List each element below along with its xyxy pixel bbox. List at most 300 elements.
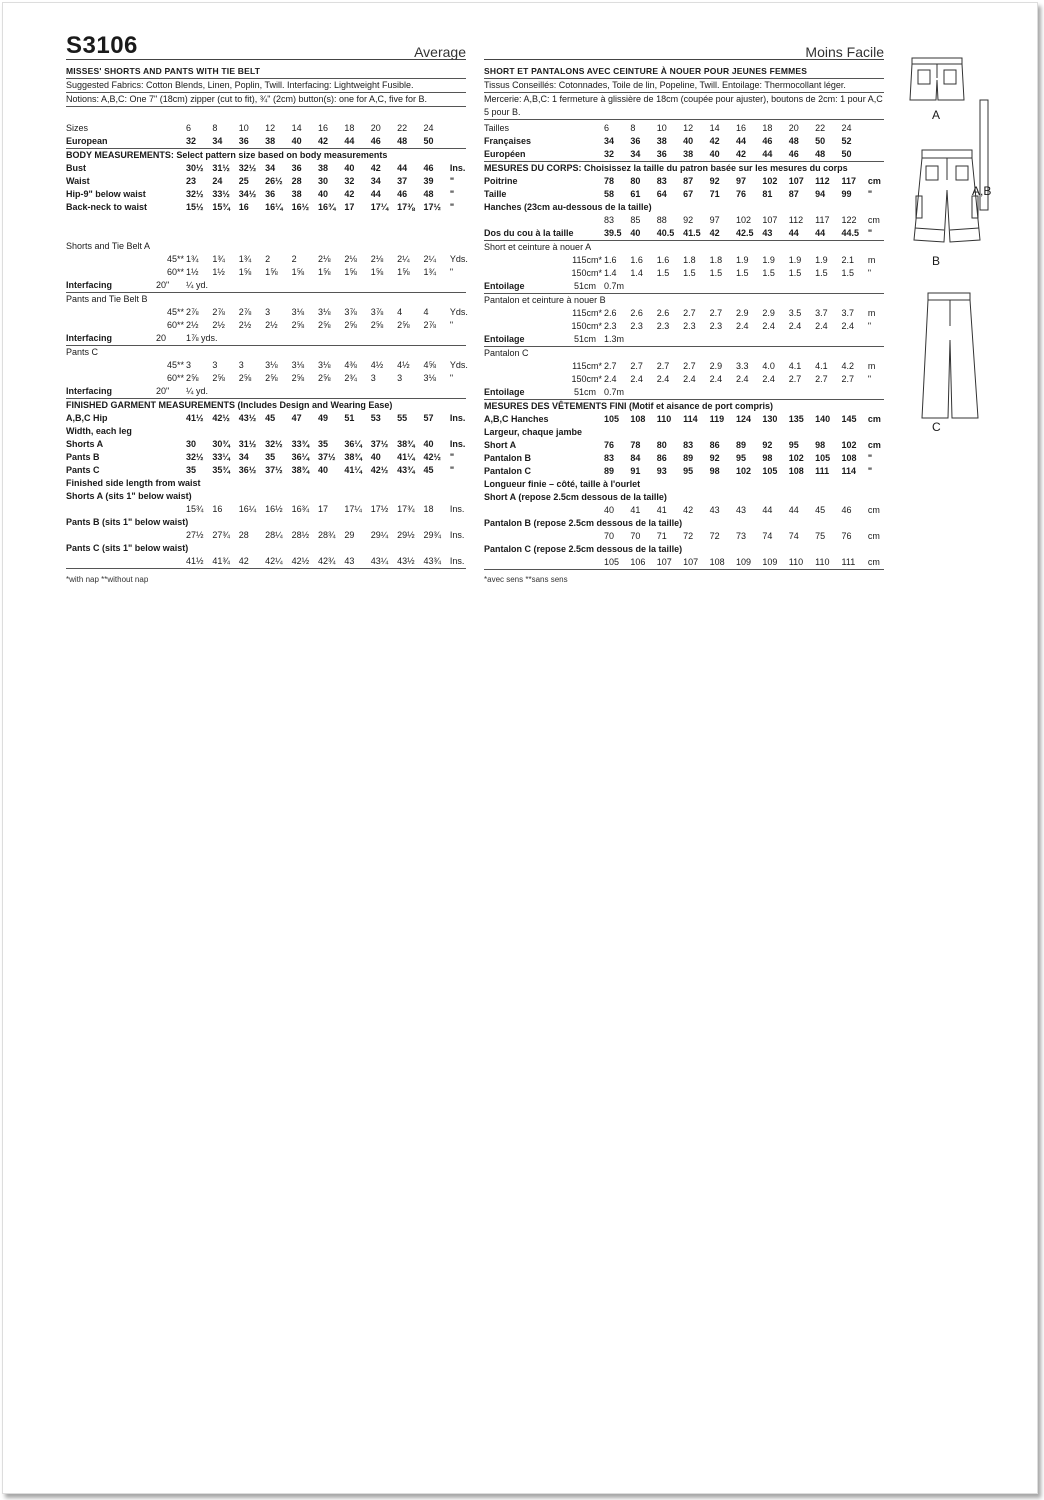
row-label: Finished side length from waist — [66, 478, 201, 488]
cell-value: 43½ — [397, 556, 415, 566]
cell-value: 48 — [788, 136, 799, 146]
cell-value: 87 — [788, 189, 799, 199]
cell-value: 42½ — [291, 556, 310, 566]
row-label: A,B,C Hanches — [484, 414, 549, 424]
cell-value: 38¾ — [291, 465, 310, 475]
cell-value: 17½ — [370, 504, 389, 514]
cell-value: 36 — [265, 189, 276, 199]
cell-value: 38¾ — [344, 452, 362, 462]
cell-value: 2.4 — [788, 321, 802, 331]
cell-value: 40 — [630, 228, 641, 238]
cell-value: 29¾ — [423, 530, 442, 540]
cell-value: 2⅞ — [212, 307, 225, 317]
side-row-label — [484, 517, 884, 530]
cell-value: 4 — [423, 307, 429, 317]
cell-value: 86 — [709, 440, 720, 450]
cell-value: 30 — [186, 439, 197, 449]
cell-value: 36 — [630, 136, 641, 146]
cell-value: 48 — [815, 149, 826, 159]
row-label: Entoilage — [484, 334, 525, 344]
cell-value: 20 — [788, 123, 799, 133]
cell-value: 94 — [815, 189, 826, 199]
interfacing-width: 20" — [156, 386, 170, 396]
interfacing-amount: 1⅞ yds. — [186, 333, 218, 343]
row-unit: " — [449, 320, 454, 330]
cell-value: 1.9 — [815, 255, 828, 265]
cell-value: 47 — [291, 413, 302, 423]
cell-value: 39 — [423, 176, 434, 186]
cell-value: 33¾ — [291, 439, 310, 449]
row-label — [484, 214, 604, 227]
cell-value: 1¾ — [212, 254, 225, 264]
side-row-label — [66, 542, 466, 555]
cell-value: 38 — [656, 136, 667, 146]
cell-value: 2½ — [212, 320, 225, 330]
row-label: 150cm* — [571, 374, 602, 384]
cell-value: 92 — [683, 215, 694, 225]
cell-value: 2.4 — [656, 374, 670, 384]
cell-value: 102 — [735, 466, 751, 476]
row-unit: cm — [867, 440, 881, 450]
side-row-label — [484, 543, 884, 556]
cell-value: 2½ — [238, 320, 252, 330]
body-measurements-title — [66, 149, 466, 162]
cell-value: 88 — [656, 215, 667, 225]
row-label: Bust — [66, 163, 86, 173]
cell-value: 93 — [656, 466, 667, 476]
cell-value: 71 — [656, 531, 667, 541]
cell-value: 20 — [370, 123, 381, 133]
cell-value: 42 — [683, 505, 694, 515]
cell-value: 17½ — [423, 202, 442, 212]
cell-value: 38 — [683, 149, 694, 159]
row-label: Dos du cou à la taille — [484, 228, 574, 238]
side-row — [66, 555, 466, 568]
cell-value: 38 — [291, 189, 302, 199]
row-label: Pantalon C — [484, 348, 529, 358]
notions: Notions: A,B,C: One 7" (18cm) zipper (cut to fit), ¾" (2cm) button(s): one for A,C, five for B. — [66, 94, 428, 104]
cell-value: 107 — [656, 557, 672, 567]
cell-value: 46 — [397, 189, 408, 199]
cell-value: 75 — [815, 531, 826, 541]
cell-value: 16 — [238, 202, 249, 212]
interfacing-width: 20" — [156, 280, 170, 290]
interfacing-width: 20 — [156, 333, 167, 343]
cell-value: 28 — [291, 176, 302, 186]
width-row — [66, 464, 466, 477]
row-unit: " — [449, 267, 454, 277]
cell-value: 86 — [656, 453, 667, 463]
cell-value: 42 — [709, 228, 720, 238]
cell-value: 42¾ — [317, 556, 336, 566]
row-label: Sizes — [66, 123, 89, 133]
cell-value: 51 — [344, 413, 355, 423]
yardage-view-label — [484, 347, 884, 360]
finished-measurements-title — [484, 400, 884, 413]
row-label: Pants and Tie Belt B — [66, 294, 148, 304]
cell-value: 42.5 — [735, 228, 754, 238]
description-block-fr — [484, 65, 884, 120]
row-label — [484, 530, 604, 543]
row-unit: " — [449, 176, 455, 186]
cell-value: 2¼ — [397, 254, 410, 264]
cell-value: 24 — [423, 123, 434, 133]
cell-value: 108 — [630, 414, 646, 424]
cell-value: 2.7 — [709, 308, 723, 318]
cell-value: 2½ — [186, 320, 199, 330]
row-unit: Yds. — [449, 254, 468, 264]
row-label: 45** — [166, 360, 184, 370]
cell-value: 32 — [604, 149, 615, 159]
cell-value: 46 — [762, 136, 773, 146]
cell-value: 43 — [735, 505, 746, 515]
cell-value: 95 — [735, 453, 746, 463]
cell-value: 1.5 — [735, 268, 749, 278]
cell-value: 32½ — [265, 439, 283, 449]
body-row — [66, 175, 466, 188]
cell-value: 40 — [370, 452, 381, 462]
cell-value: 16 — [317, 123, 328, 133]
row-label: Européen — [484, 149, 526, 159]
row-label: Interfacing — [66, 280, 113, 290]
cell-value: 48 — [423, 189, 434, 199]
cell-value: 124 — [735, 414, 751, 424]
cell-value: 2¾ — [344, 373, 357, 383]
cell-value: 16¾ — [291, 504, 310, 514]
cell-value: 140 — [815, 414, 831, 424]
cell-value: 102 — [762, 176, 778, 186]
cell-value: 57 — [423, 413, 434, 423]
interfacing-width: 51cm — [574, 387, 597, 397]
cell-value: 41 — [656, 505, 667, 515]
cell-value: 32 — [186, 136, 197, 146]
row-label: 115cm* — [572, 255, 602, 265]
cell-value: 16 — [735, 123, 746, 133]
cell-value: 26½ — [265, 176, 283, 186]
cell-value: 16¼ — [265, 202, 283, 212]
notions-fr: Mercerie: A,B,C: 1 fermeture à glissière de 18cm (coupée pour ajuster), boutons de 2cm: 1 pour A,C 5 pour B. — [484, 94, 883, 117]
cell-value: 78 — [604, 176, 615, 186]
cell-value: 83 — [604, 215, 615, 225]
cell-value: 97 — [735, 176, 746, 186]
cell-value: 105 — [815, 453, 831, 463]
cell-value: 114 — [841, 466, 857, 476]
cell-value: 42 — [370, 163, 381, 173]
cell-value: 41½ — [186, 413, 204, 423]
row-unit: cm — [867, 531, 880, 541]
row-label: 60** — [166, 373, 184, 383]
yardage-view-label — [484, 294, 884, 307]
view-a-label: A — [932, 108, 941, 122]
size-table — [66, 122, 466, 569]
cell-value: 3 — [238, 360, 244, 370]
cell-value: 110 — [815, 557, 830, 567]
cell-value: 3 — [265, 307, 271, 317]
row-label: Pantalon B — [484, 453, 532, 463]
cell-value: 3 — [212, 360, 218, 370]
cell-value: 81 — [762, 189, 773, 199]
cell-value: 34 — [212, 136, 223, 146]
cell-value: 3⅛ — [423, 373, 437, 383]
cell-value: 2.3 — [683, 321, 696, 331]
row-label — [484, 504, 604, 517]
cell-value: 16½ — [265, 504, 283, 514]
cell-value: 34½ — [238, 189, 257, 199]
cell-value: 1.4 — [630, 268, 643, 278]
cell-value: 89 — [735, 440, 746, 450]
cell-value: 44 — [370, 189, 381, 199]
width-row — [66, 438, 466, 451]
cell-value: 111 — [815, 466, 830, 476]
interfacing-width: 51cm — [574, 334, 597, 344]
cell-value: 1.4 — [604, 268, 617, 278]
cell-value: 41¼ — [344, 465, 362, 475]
row-label: FINISHED GARMENT MEASUREMENTS (Includes Design and Wearing Ease) — [66, 400, 393, 410]
cell-value: 2⅝ — [212, 373, 225, 383]
cell-value: 50 — [841, 149, 852, 159]
cell-value: 117 — [815, 215, 830, 225]
cell-value: 46 — [423, 163, 434, 173]
row-unit: " — [867, 321, 872, 331]
cell-value: 1.6 — [604, 255, 617, 265]
cell-value: 3.7 — [841, 308, 855, 318]
cell-value: 44 — [397, 163, 408, 173]
hanches-label — [484, 201, 884, 214]
sizes-row — [66, 122, 466, 135]
cell-value: 43½ — [238, 413, 257, 423]
yardage-row — [484, 267, 884, 280]
cell-value: 1⅝ — [344, 267, 357, 277]
side-row-label — [66, 490, 466, 503]
finished-hip-row — [66, 412, 466, 425]
difficulty-level: Average — [414, 44, 466, 60]
cell-value: 15¾ — [212, 202, 230, 212]
row-label: Pantalon et ceinture à nouer B — [484, 295, 606, 305]
row-unit: Ins. — [449, 530, 465, 540]
cell-value: 2.6 — [656, 308, 670, 318]
cell-value: 42 — [344, 189, 355, 199]
cell-value: 3.7 — [815, 308, 828, 318]
row-label: Pants C — [66, 465, 100, 475]
cell-value: 1.5 — [815, 268, 828, 278]
cell-value: 4 — [397, 307, 403, 317]
cell-value: 41 — [630, 505, 641, 515]
cell-value: 44 — [788, 228, 799, 238]
cell-value: 40 — [709, 149, 720, 159]
cell-value: 4⅜ — [344, 360, 357, 370]
cell-value: 3 — [186, 360, 192, 370]
cell-value: 44 — [815, 228, 826, 238]
row-label: Poitrine — [484, 176, 518, 186]
cell-value: 42 — [709, 136, 720, 146]
cell-value: 6 — [186, 123, 192, 133]
cell-value: 106 — [630, 557, 646, 567]
cell-value: 1⅝ — [265, 267, 278, 277]
cell-value: 43¾ — [423, 556, 442, 566]
cell-value: 2.3 — [709, 321, 723, 331]
cell-value: 40 — [291, 136, 302, 146]
cell-value: 1⅝ — [238, 267, 252, 277]
row-label: BODY MEASUREMENTS: Select pattern size based on body measurements — [66, 150, 388, 160]
row-unit: Ins. — [449, 504, 465, 514]
hanches-row — [484, 214, 884, 227]
cell-value: 2⅝ — [291, 320, 305, 330]
cell-value: 34 — [370, 176, 381, 186]
cell-value: 105 — [604, 557, 620, 567]
cell-value: 61 — [630, 189, 641, 199]
side-row — [66, 503, 466, 516]
row-label: Taille — [484, 189, 507, 199]
cell-value: 2⅝ — [291, 373, 305, 383]
cell-value: 2.4 — [735, 321, 749, 331]
row-label: Short A (repose 2.5cm dessous de la taille) — [484, 492, 667, 502]
width-row — [484, 465, 884, 478]
cell-value: 39.5 — [604, 228, 622, 238]
cell-value: 27¾ — [212, 530, 230, 540]
cell-value: 2.4 — [841, 321, 855, 331]
cell-value: 2⅝ — [265, 373, 278, 383]
side-length-label — [66, 477, 466, 490]
cell-value: 99 — [841, 189, 852, 199]
row-label: Entoilage — [484, 387, 525, 397]
cell-value: 22 — [815, 123, 826, 133]
cell-value: 3⅛ — [265, 360, 278, 370]
cell-value: 37½ — [370, 439, 389, 449]
cell-value: 2 — [291, 254, 297, 264]
cell-value: 44 — [788, 505, 799, 515]
cell-value: 2.4 — [735, 374, 749, 384]
header-divider — [66, 59, 466, 60]
cell-value: 40 — [683, 136, 694, 146]
pattern-title: MISSES' SHORTS AND PANTS WITH TIE BELT — [66, 66, 261, 76]
side-row — [484, 530, 884, 543]
cell-value: 28½ — [291, 530, 310, 540]
cell-value: 44 — [344, 136, 355, 146]
cell-value: 78 — [630, 440, 641, 450]
cell-value: 28¼ — [265, 530, 283, 540]
row-unit: cm — [867, 176, 881, 186]
row-label: 115cm* — [572, 361, 602, 371]
cell-value: 42 — [317, 136, 328, 146]
cell-value: 40 — [317, 189, 328, 199]
cell-value: 55 — [397, 413, 408, 423]
row-label: 150cm* — [571, 321, 602, 331]
row-unit: Ins. — [449, 439, 466, 449]
cell-value: 36¼ — [291, 452, 310, 462]
cell-value: 43 — [344, 556, 355, 566]
cell-value: 70 — [630, 531, 641, 541]
cell-value: 95 — [683, 466, 694, 476]
view-b-pants-drawing — [914, 150, 980, 242]
cell-value: 2.7 — [656, 361, 670, 371]
difficulty-level-fr: Moins Facile — [805, 44, 884, 60]
cell-value: 17⅜ — [397, 202, 415, 212]
cell-value: 37½ — [265, 465, 283, 475]
cell-value: 45 — [815, 505, 826, 515]
cell-value: 98 — [815, 440, 826, 450]
cell-value: 28¾ — [317, 530, 336, 540]
row-label: Entoilage — [484, 281, 525, 291]
cell-value: 38 — [265, 136, 276, 146]
cell-value: 2.7 — [604, 361, 617, 371]
cell-value: 4⅝ — [423, 360, 437, 370]
cell-value: 3.3 — [735, 361, 749, 371]
cell-value: 76 — [735, 189, 746, 199]
cell-value: 29 — [344, 530, 355, 540]
cell-value: 76 — [604, 440, 615, 450]
cell-value: 2.4 — [630, 374, 643, 384]
cell-value: 17¼ — [370, 202, 389, 212]
cell-value: 1.8 — [709, 255, 723, 265]
cell-value: 33½ — [212, 189, 230, 199]
cell-value: 8 — [212, 123, 218, 133]
cell-value: 2.3 — [604, 321, 617, 331]
cell-value: 105 — [604, 414, 620, 424]
cell-value: 36 — [291, 163, 302, 173]
row-label — [66, 529, 186, 542]
francaises-row — [484, 135, 884, 148]
cell-value: 46 — [370, 136, 381, 146]
footnote-fr: *avec sens **sans sens — [484, 575, 568, 584]
row-label: 45** — [166, 307, 184, 317]
row-unit: Yds. — [449, 360, 468, 370]
cell-value: 87 — [683, 176, 694, 186]
cell-value: 35 — [265, 452, 276, 462]
cell-value: 44 — [762, 149, 773, 159]
yardage-view-label — [66, 293, 466, 306]
cell-value: 14 — [291, 123, 302, 133]
cell-value: 34 — [265, 163, 276, 173]
row-unit: cm — [867, 557, 880, 567]
cell-value: 42 — [735, 149, 746, 159]
cell-value: 36¼ — [344, 439, 362, 449]
row-label — [66, 555, 186, 568]
cell-value: 2.4 — [709, 374, 723, 384]
row-unit: " — [449, 452, 455, 462]
cell-value: 45 — [265, 413, 276, 423]
cell-value: 2.6 — [630, 308, 643, 318]
row-unit: Ins. — [449, 413, 466, 423]
interfacing-row — [484, 333, 884, 346]
yardage-view-label — [66, 240, 466, 253]
cell-value: 1.5 — [841, 268, 855, 278]
row-unit: " — [867, 268, 872, 278]
cell-value: 18 — [344, 123, 355, 133]
interfacing-row — [66, 332, 466, 345]
cell-value: 1.9 — [762, 255, 775, 265]
footnote: *with nap **without nap — [66, 575, 149, 584]
cell-value: 1.9 — [788, 255, 802, 265]
cell-value: 3⅞ — [370, 307, 384, 317]
cell-value: 34 — [238, 452, 249, 462]
sizes-row — [484, 122, 884, 135]
yardage-row — [484, 360, 884, 373]
cell-value: 42¼ — [265, 556, 283, 566]
cell-value: 76 — [841, 531, 852, 541]
row-label: European — [66, 136, 108, 146]
cell-value: 84 — [630, 453, 641, 463]
cell-value: 30¾ — [212, 439, 230, 449]
row-label: Pants C — [66, 347, 99, 357]
body-row — [66, 201, 466, 214]
cell-value: 64 — [656, 189, 667, 199]
cell-value: 6 — [604, 123, 610, 133]
cell-value: 2⅝ — [317, 373, 331, 383]
row-label: Shorts A (sits 1" below waist) — [66, 491, 192, 501]
row-label: Shorts and Tie Belt A — [66, 241, 151, 251]
cell-value: 83 — [683, 440, 694, 450]
cell-value: 43¼ — [370, 556, 389, 566]
